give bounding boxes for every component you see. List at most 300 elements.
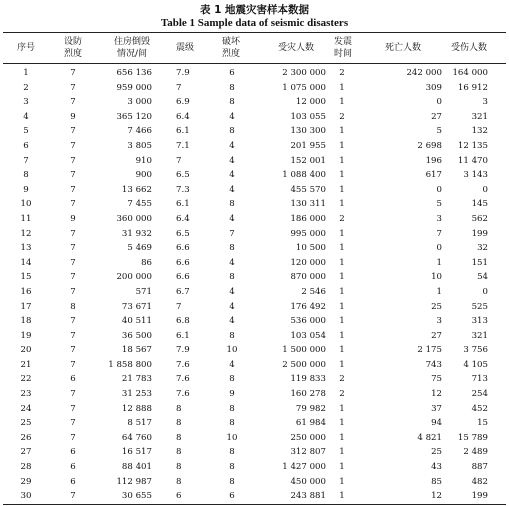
- cell-deaths: 196: [425, 155, 442, 166]
- cell-injuries: 16 912: [457, 82, 488, 93]
- cell-damage-intensity: 8: [229, 476, 235, 487]
- cell-occurrence-time: 1: [339, 476, 345, 487]
- cell-fortification-intensity: 7: [70, 330, 76, 341]
- cell-injuries: 525: [471, 301, 488, 312]
- table-row: [0, 300, 509, 315]
- cell-injuries: 4 105: [463, 359, 488, 370]
- cell-affected-people: 103 055: [290, 111, 326, 122]
- cell-deaths: 37: [431, 403, 442, 414]
- cell-damage-intensity: 4: [229, 170, 235, 181]
- table-row: [0, 431, 509, 446]
- cell-affected-people: 536 000: [290, 316, 326, 327]
- cell-index: 13: [20, 243, 32, 254]
- cell-magnitude: 7.6: [176, 389, 190, 400]
- cell-occurrence-time: 1: [339, 491, 345, 502]
- header-damage-line1: 破坏: [221, 37, 240, 47]
- table-row: [0, 154, 509, 169]
- cell-occurrence-time: 1: [339, 184, 345, 195]
- cell-fortification-intensity: 7: [70, 170, 76, 181]
- table-row: [0, 402, 509, 417]
- cell-damage-intensity: 8: [229, 199, 235, 210]
- cell-affected-people: 10 500: [295, 243, 326, 254]
- cell-damage-intensity: 6: [229, 68, 235, 78]
- cell-affected-people: 152 001: [290, 155, 326, 166]
- cell-injuries: 887: [471, 462, 488, 473]
- cell-injuries: 132: [471, 126, 488, 137]
- cell-damage-intensity: 8: [229, 447, 235, 458]
- cell-magnitude: 8: [176, 403, 182, 414]
- cell-occurrence-time: 1: [339, 432, 345, 443]
- header-houses-line2: 情况/间: [116, 49, 148, 59]
- cell-occurrence-time: 1: [339, 272, 345, 283]
- cell-affected-people: 2 546: [301, 286, 326, 297]
- cell-magnitude: 6.8: [176, 316, 190, 327]
- table-body: [0, 66, 509, 504]
- cell-index: 25: [20, 418, 32, 429]
- cell-injuries: 3 756: [463, 345, 488, 356]
- cell-houses-collapsed: 3 000: [127, 97, 152, 108]
- cell-fortification-intensity: 7: [70, 126, 76, 137]
- cell-damage-intensity: 8: [229, 330, 235, 341]
- cell-houses-collapsed: 571: [135, 286, 152, 297]
- header-deaths: [376, 35, 430, 61]
- cell-damage-intensity: 8: [229, 462, 235, 473]
- cell-damage-intensity: 8: [229, 403, 235, 414]
- cell-index: 24: [20, 403, 32, 414]
- cell-magnitude: 8: [176, 476, 182, 487]
- cell-fortification-intensity: 7: [70, 140, 76, 151]
- cell-damage-intensity: 4: [229, 155, 235, 166]
- cell-injuries: 32: [477, 243, 488, 254]
- cell-houses-collapsed: 910: [135, 155, 152, 166]
- cell-deaths: 12: [431, 389, 442, 400]
- cell-houses-collapsed: 1 858 800: [108, 359, 152, 370]
- header-damage-line2: 烈度: [221, 49, 240, 59]
- cell-magnitude: 7.1: [176, 140, 190, 151]
- cell-injuries: 15: [477, 418, 488, 429]
- cell-deaths: 0: [436, 243, 442, 254]
- table-row: [0, 460, 509, 475]
- cell-houses-collapsed: 21 783: [121, 374, 152, 385]
- cell-deaths: 43: [431, 462, 442, 473]
- cell-deaths: 10: [431, 272, 442, 283]
- cell-fortification-intensity: 7: [70, 359, 76, 370]
- cell-index: 3: [23, 97, 29, 108]
- header-houses-line1: 住房倒毁: [113, 37, 150, 47]
- cell-fortification-intensity: 7: [70, 286, 76, 297]
- header-injuries: [442, 35, 496, 61]
- table-row: [0, 183, 509, 198]
- cell-deaths: 27: [431, 111, 442, 122]
- cell-occurrence-time: 2: [339, 374, 345, 385]
- cell-affected-people: 130 300: [290, 126, 326, 137]
- cell-deaths: 94: [431, 418, 442, 429]
- table-row: [0, 372, 509, 387]
- cell-index: 28: [20, 462, 32, 473]
- cell-fortification-intensity: 7: [70, 345, 76, 356]
- cell-houses-collapsed: 86: [141, 257, 152, 268]
- cell-injuries: 0: [482, 184, 488, 195]
- cell-deaths: 12: [431, 491, 442, 502]
- cell-houses-collapsed: 7 455: [127, 199, 152, 210]
- cell-houses-collapsed: 16 517: [121, 447, 152, 458]
- cell-occurrence-time: 1: [339, 345, 345, 356]
- cell-occurrence-time: 2: [339, 68, 345, 78]
- header-fortification-line2: 烈度: [63, 49, 82, 59]
- cell-affected-people: 455 570: [290, 184, 326, 195]
- cell-magnitude: 6.5: [176, 228, 190, 239]
- cell-damage-intensity: 8: [229, 126, 235, 137]
- cell-occurrence-time: 1: [339, 97, 345, 108]
- cell-injuries: 3: [482, 97, 488, 108]
- cell-magnitude: 6.1: [176, 199, 190, 210]
- cell-magnitude: 6.6: [176, 243, 190, 254]
- cell-index: 7: [23, 155, 29, 166]
- cell-deaths: 5: [436, 199, 442, 210]
- table-row: [0, 227, 509, 242]
- cell-magnitude: 8: [176, 462, 182, 473]
- cell-occurrence-time: 1: [339, 170, 345, 181]
- cell-magnitude: 6.4: [176, 213, 190, 224]
- table-row: [0, 124, 509, 139]
- cell-affected-people: 1 427 000: [282, 462, 326, 473]
- cell-damage-intensity: 4: [229, 316, 235, 327]
- table-row: [0, 256, 509, 271]
- cell-damage-intensity: 4: [229, 257, 235, 268]
- table-row: [0, 168, 509, 183]
- cell-damage-intensity: 8: [229, 97, 235, 108]
- table-bottom-rule: [3, 504, 506, 505]
- table-top-rule: [3, 32, 506, 33]
- header-occurrence-time: [328, 35, 358, 61]
- cell-houses-collapsed: 40 511: [121, 316, 152, 327]
- cell-damage-intensity: 8: [229, 272, 235, 283]
- cell-fortification-intensity: 7: [70, 82, 76, 93]
- cell-fortification-intensity: 7: [70, 491, 76, 502]
- table-row: [0, 139, 509, 154]
- cell-deaths: 7: [436, 228, 442, 239]
- cell-injuries: 151: [471, 257, 488, 268]
- cell-index: 11: [20, 213, 32, 224]
- cell-injuries: 254: [471, 389, 488, 400]
- cell-deaths: 25: [431, 447, 442, 458]
- cell-damage-intensity: 9: [229, 389, 235, 400]
- cell-affected-people: 1 500 000: [282, 345, 326, 356]
- cell-occurrence-time: 1: [339, 330, 345, 341]
- header-damage-intensity: [216, 35, 246, 61]
- cell-houses-collapsed: 88 401: [121, 462, 152, 473]
- table-row: [0, 270, 509, 285]
- cell-injuries: 562: [471, 213, 488, 224]
- cell-affected-people: 312 807: [290, 447, 326, 458]
- header-divider-rule: [3, 63, 506, 64]
- table-row: [0, 81, 509, 96]
- table-row: [0, 241, 509, 256]
- cell-affected-people: 243 881: [290, 491, 326, 502]
- cell-magnitude: 6: [176, 491, 182, 502]
- cell-houses-collapsed: 18 567: [121, 345, 152, 356]
- header-injuries-line1: 受伤人数: [450, 43, 487, 53]
- cell-injuries: 164 000: [452, 68, 488, 78]
- cell-magnitude: 8: [176, 432, 182, 443]
- cell-fortification-intensity: 6: [70, 462, 76, 473]
- cell-injuries: 199: [471, 491, 488, 502]
- cell-magnitude: 6.4: [176, 111, 190, 122]
- header-affected-line1: 受灾人数: [277, 43, 314, 53]
- table-row: [0, 387, 509, 402]
- cell-houses-collapsed: 36 500: [121, 330, 152, 341]
- cell-fortification-intensity: 7: [70, 199, 76, 210]
- cell-index: 17: [20, 301, 32, 312]
- cell-affected-people: 1 075 000: [282, 82, 326, 93]
- cell-deaths: 3: [436, 316, 442, 327]
- cell-injuries: 452: [471, 403, 488, 414]
- cell-damage-intensity: 8: [229, 82, 235, 93]
- cell-affected-people: 79 982: [295, 403, 326, 414]
- cell-affected-people: 160 278: [290, 389, 326, 400]
- table-row: [0, 489, 509, 504]
- cell-fortification-intensity: 7: [70, 243, 76, 254]
- cell-houses-collapsed: 13 662: [121, 184, 152, 195]
- cell-houses-collapsed: 112 987: [116, 476, 152, 487]
- cell-magnitude: 7: [176, 301, 182, 312]
- cell-deaths: 309: [425, 82, 442, 93]
- cell-occurrence-time: 1: [339, 447, 345, 458]
- cell-injuries: 482: [471, 476, 488, 487]
- cell-houses-collapsed: 3 805: [127, 140, 152, 151]
- table-row: [0, 110, 509, 125]
- header-magnitude: [170, 35, 200, 61]
- cell-magnitude: 8: [176, 418, 182, 429]
- cell-magnitude: 7.9: [176, 345, 190, 356]
- cell-deaths: 85: [431, 476, 442, 487]
- cell-fortification-intensity: 7: [70, 316, 76, 327]
- table-row: [0, 66, 509, 81]
- cell-affected-people: 130 311: [290, 199, 326, 210]
- cell-damage-intensity: 4: [229, 286, 235, 297]
- cell-affected-people: 870 000: [290, 272, 326, 283]
- cell-deaths: 75: [431, 374, 442, 385]
- cell-damage-intensity: 4: [229, 301, 235, 312]
- header-time-line2: 时间: [333, 49, 352, 59]
- header-houses-collapsed: [104, 35, 160, 61]
- cell-deaths: 2 698: [417, 140, 442, 151]
- cell-magnitude: 6.6: [176, 272, 190, 283]
- cell-index: 27: [20, 447, 32, 458]
- cell-occurrence-time: 1: [339, 140, 345, 151]
- table-row: [0, 358, 509, 373]
- cell-fortification-intensity: 7: [70, 389, 76, 400]
- cell-fortification-intensity: 6: [70, 476, 76, 487]
- table-caption-chinese: 表 1 地震灾害样本数据: [199, 4, 310, 16]
- cell-damage-intensity: 4: [229, 359, 235, 370]
- header-fortification-line1: 设防: [63, 37, 82, 47]
- header-index-line1: 序号: [16, 43, 35, 53]
- cell-houses-collapsed: 31 932: [121, 228, 152, 239]
- cell-index: 15: [20, 272, 32, 283]
- cell-injuries: 199: [471, 228, 488, 239]
- cell-deaths: 1: [436, 257, 442, 268]
- cell-damage-intensity: 4: [229, 184, 235, 195]
- cell-index: 18: [20, 316, 32, 327]
- cell-houses-collapsed: 365 120: [116, 111, 152, 122]
- cell-damage-intensity: 4: [229, 213, 235, 224]
- cell-houses-collapsed: 64 760: [121, 432, 152, 443]
- cell-houses-collapsed: 7 466: [127, 126, 152, 137]
- cell-occurrence-time: 2: [339, 111, 345, 122]
- cell-houses-collapsed: 5 469: [127, 243, 152, 254]
- cell-houses-collapsed: 656 136: [116, 68, 152, 78]
- cell-fortification-intensity: 7: [70, 257, 76, 268]
- cell-fortification-intensity: 7: [70, 155, 76, 166]
- cell-deaths: 0: [436, 184, 442, 195]
- cell-affected-people: 450 000: [290, 476, 326, 487]
- cell-fortification-intensity: 6: [70, 447, 76, 458]
- cell-affected-people: 995 000: [290, 228, 326, 239]
- table-row: [0, 285, 509, 300]
- cell-index: 19: [20, 330, 32, 341]
- cell-index: 23: [20, 389, 32, 400]
- cell-fortification-intensity: 7: [70, 184, 76, 195]
- cell-fortification-intensity: 7: [70, 418, 76, 429]
- cell-magnitude: 7: [176, 155, 182, 166]
- cell-fortification-intensity: 7: [70, 403, 76, 414]
- header-deaths-line1: 死亡人数: [384, 43, 421, 53]
- cell-affected-people: 201 955: [290, 140, 326, 151]
- cell-fortification-intensity: 7: [70, 68, 76, 78]
- cell-houses-collapsed: 31 253: [121, 389, 152, 400]
- cell-occurrence-time: 1: [339, 418, 345, 429]
- cell-affected-people: 12 000: [295, 97, 326, 108]
- cell-index: 2: [23, 82, 29, 93]
- cell-damage-intensity: 4: [229, 140, 235, 151]
- cell-index: 1: [23, 68, 29, 78]
- cell-injuries: 2 489: [463, 447, 488, 458]
- table-row: [0, 212, 509, 227]
- table-row: [0, 329, 509, 344]
- cell-fortification-intensity: 9: [70, 213, 76, 224]
- cell-injuries: 54: [477, 272, 488, 283]
- cell-occurrence-time: 1: [339, 126, 345, 137]
- table-caption-english: Table 1 Sample data of seismic disasters: [160, 17, 349, 29]
- cell-index: 22: [20, 374, 32, 385]
- cell-magnitude: 6.1: [176, 126, 190, 137]
- cell-magnitude: 6.9: [176, 97, 190, 108]
- cell-damage-intensity: 8: [229, 243, 235, 254]
- cell-index: 12: [20, 228, 32, 239]
- cell-index: 10: [20, 199, 32, 210]
- cell-occurrence-time: 1: [339, 243, 345, 254]
- header-magnitude-line1: 震级: [175, 43, 194, 53]
- table-row: [0, 95, 509, 110]
- cell-deaths: 743: [425, 359, 442, 370]
- cell-index: 8: [23, 170, 29, 181]
- cell-occurrence-time: 1: [339, 199, 345, 210]
- cell-occurrence-time: 1: [339, 316, 345, 327]
- cell-occurrence-time: 1: [339, 257, 345, 268]
- cell-affected-people: 176 492: [290, 301, 326, 312]
- cell-index: 6: [23, 140, 29, 151]
- cell-occurrence-time: 1: [339, 82, 345, 93]
- cell-occurrence-time: 1: [339, 462, 345, 473]
- cell-injuries: 145: [471, 199, 488, 210]
- cell-deaths: 5: [436, 126, 442, 137]
- cell-fortification-intensity: 9: [70, 111, 76, 122]
- cell-index: 14: [20, 257, 32, 268]
- cell-affected-people: 1 088 400: [282, 170, 326, 181]
- cell-damage-intensity: 10: [226, 345, 238, 356]
- cell-magnitude: 6.7: [176, 286, 190, 297]
- cell-affected-people: 250 000: [290, 432, 326, 443]
- cell-magnitude: 7: [176, 82, 182, 93]
- cell-index: 30: [20, 491, 32, 502]
- cell-deaths: 1: [436, 286, 442, 297]
- header-affected-people: [268, 35, 324, 61]
- cell-deaths: 617: [425, 170, 442, 181]
- cell-injuries: 12 135: [457, 140, 488, 151]
- cell-deaths: 27: [431, 330, 442, 341]
- cell-occurrence-time: 1: [339, 155, 345, 166]
- cell-occurrence-time: 1: [339, 228, 345, 239]
- table-row: [0, 314, 509, 329]
- cell-magnitude: 6.1: [176, 330, 190, 341]
- cell-injuries: 15 789: [457, 432, 488, 443]
- cell-index: 5: [23, 126, 29, 137]
- cell-deaths: 0: [436, 97, 442, 108]
- cell-index: 9: [23, 184, 29, 195]
- cell-magnitude: 8: [176, 447, 182, 458]
- cell-affected-people: 2 300 000: [282, 68, 326, 78]
- cell-injuries: 313: [471, 316, 488, 327]
- cell-injuries: 0: [482, 286, 488, 297]
- cell-houses-collapsed: 959 000: [116, 82, 152, 93]
- cell-affected-people: 103 054: [290, 330, 326, 341]
- cell-index: 16: [20, 286, 32, 297]
- cell-deaths: 242 000: [406, 68, 442, 78]
- cell-houses-collapsed: 12 888: [121, 403, 152, 414]
- cell-houses-collapsed: 200 000: [116, 272, 152, 283]
- cell-affected-people: 61 984: [295, 418, 326, 429]
- cell-damage-intensity: 7: [229, 228, 235, 239]
- cell-magnitude: 6.5: [176, 170, 190, 181]
- cell-magnitude: 7.3: [176, 184, 190, 195]
- cell-damage-intensity: 4: [229, 111, 235, 122]
- cell-occurrence-time: 2: [339, 389, 345, 400]
- cell-index: 20: [20, 345, 32, 356]
- cell-affected-people: 186 000: [290, 213, 326, 224]
- cell-deaths: 3: [436, 213, 442, 224]
- cell-fortification-intensity: 7: [70, 228, 76, 239]
- cell-deaths: 2 175: [417, 345, 442, 356]
- cell-magnitude: 7.9: [176, 68, 190, 78]
- cell-occurrence-time: 1: [339, 301, 345, 312]
- table-row: [0, 343, 509, 358]
- cell-magnitude: 7.6: [176, 374, 190, 385]
- header-time-line1: 发震: [333, 37, 352, 47]
- cell-fortification-intensity: 7: [70, 432, 76, 443]
- cell-fortification-intensity: 7: [70, 272, 76, 283]
- cell-damage-intensity: 6: [229, 491, 235, 502]
- cell-magnitude: 6.6: [176, 257, 190, 268]
- cell-affected-people: 120 000: [290, 257, 326, 268]
- cell-index: 4: [23, 111, 29, 122]
- cell-damage-intensity: 10: [226, 432, 238, 443]
- cell-deaths: 4 821: [417, 432, 442, 443]
- cell-injuries: 713: [471, 374, 488, 385]
- cell-affected-people: 119 833: [290, 374, 326, 385]
- cell-injuries: 3 143: [463, 170, 488, 181]
- cell-index: 26: [20, 432, 32, 443]
